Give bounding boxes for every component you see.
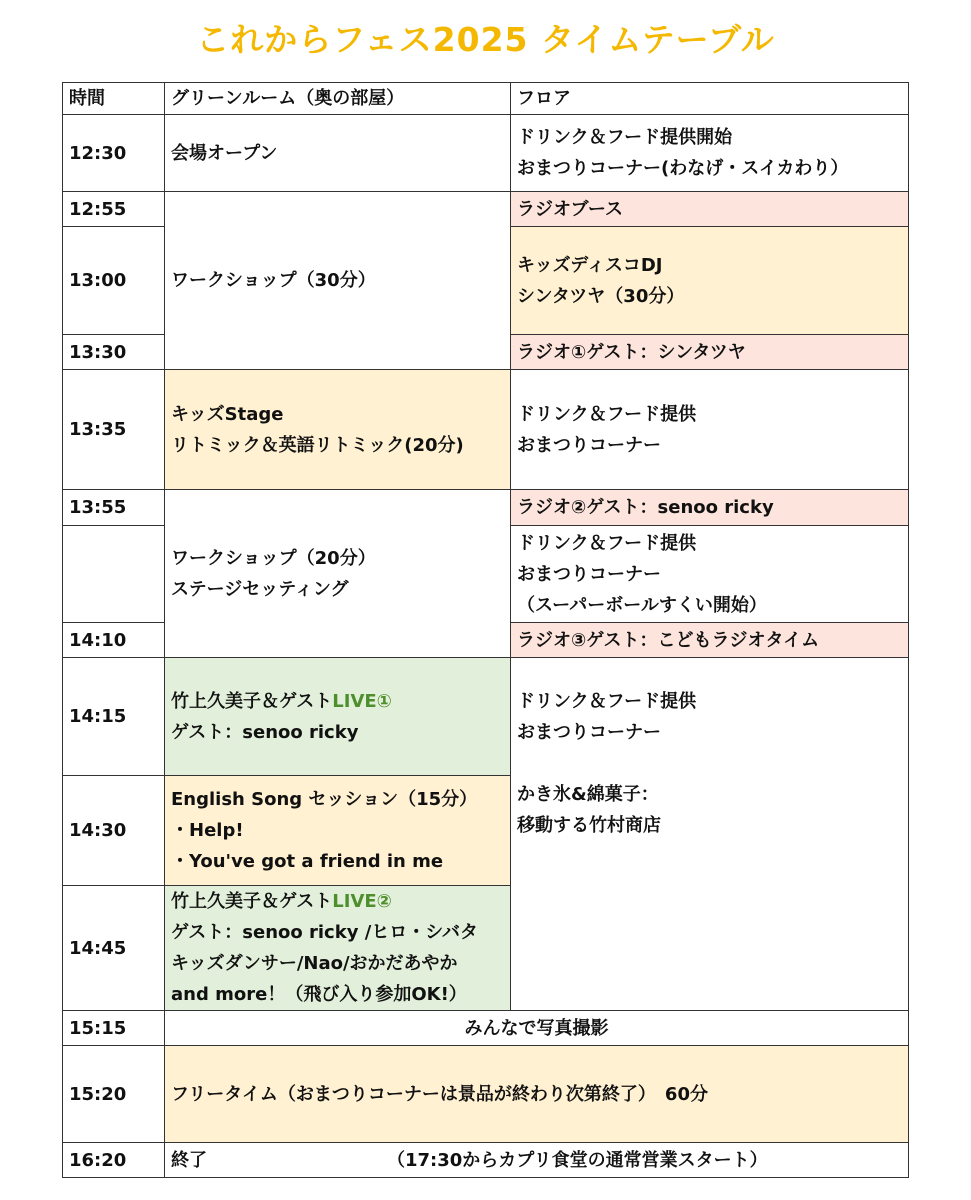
table-row <box>63 370 909 490</box>
time-cell: 14:30 <box>63 776 165 886</box>
photo-cell: みんなで写真撮影 <box>165 1011 909 1046</box>
floor-line: かき氷&綿菓子： <box>517 784 659 805</box>
time-cell: 14:15 <box>63 658 165 776</box>
green-room-cell: ワークショップ（30分） <box>165 192 511 370</box>
floor-cell <box>511 115 909 192</box>
time-cell: 15:20 <box>63 1046 165 1143</box>
time-cell: 13:35 <box>63 370 165 490</box>
green-room-line: and more！（飛び入り参加OK!） <box>171 984 467 1005</box>
floor-line: ドリンク＆フード提供 <box>517 532 697 554</box>
green-room-line: リトミック＆英語リトミック(20分) <box>171 434 464 456</box>
green-room-line: ワークショップ（20分） <box>171 547 376 569</box>
time-cell: 12:55 <box>63 192 165 227</box>
time-cell: 15:15 <box>63 1011 165 1046</box>
green-room-cell <box>165 886 511 1011</box>
header-row <box>63 83 909 115</box>
green-room-line: キッズダンサー/Nao/おかだあやか <box>171 953 458 974</box>
header-time: 時間 <box>63 83 165 115</box>
green-room-line: ゲスト：senoo ricky <box>171 721 359 743</box>
floor-line: ドリンク＆フード提供 <box>517 691 697 712</box>
green-room-cell <box>165 658 511 776</box>
green-room-cell: 会場オープン <box>165 115 511 192</box>
green-room-line: English Song セッション（15分） <box>171 789 478 810</box>
floor-cell: ラジオ③ゲスト：こどもラジオタイム <box>511 623 909 658</box>
floor-line: おまつりコーナー(わなげ・スイカわり） <box>517 158 849 179</box>
green-room-line <box>171 886 504 917</box>
floor-cell: ラジオ①ゲスト：シンタツヤ <box>511 335 909 370</box>
floor-line: おまつりコーナー <box>517 722 661 743</box>
time-cell: 12:30 <box>63 115 165 192</box>
time-cell: 14:10 <box>63 623 165 658</box>
green-room-line: ・Help! <box>171 820 244 841</box>
time-cell: 13:00 <box>63 227 165 335</box>
green-room-cell <box>165 490 511 658</box>
table-row <box>63 1046 909 1143</box>
table-row <box>63 658 909 776</box>
performer-name: 竹上久美子＆ゲスト <box>171 690 333 712</box>
green-room-cell <box>165 776 511 886</box>
green-room-line <box>171 686 504 717</box>
floor-cell: ラジオ②ゲスト：senoo ricky <box>511 490 909 526</box>
time-cell <box>63 526 165 623</box>
green-room-cell <box>165 370 511 490</box>
performer-name: 竹上久美子＆ゲスト <box>171 891 333 912</box>
page-title: これからフェス2025 タイムテーブル <box>196 20 775 59</box>
floor-line: キッズディスコDJ <box>517 254 663 276</box>
table-row <box>63 1011 909 1046</box>
end-note: （17:30からカプリ食堂の通常営業スタート） <box>387 1149 768 1171</box>
time-cell: 16:20 <box>63 1143 165 1178</box>
live-tag: LIVE② <box>332 891 392 912</box>
floor-spacer <box>517 748 902 779</box>
green-room-line: キッズStage <box>171 403 284 425</box>
floor-line: おまつりコーナー <box>517 434 661 456</box>
time-cell: 13:55 <box>63 490 165 526</box>
header-green-room: グリーンルーム（奥の部屋） <box>165 83 511 115</box>
floor-line: 移動する竹村商店 <box>517 815 661 836</box>
timetable <box>62 82 909 1178</box>
table-row <box>63 1143 909 1178</box>
floor-cell <box>511 370 909 490</box>
green-room-line: ステージセッティング <box>171 578 349 600</box>
green-room-line: ゲスト：senoo ricky /ヒロ・シバタ <box>171 922 479 943</box>
floor-line: シンタツヤ（30分） <box>517 285 685 307</box>
end-cell <box>165 1143 909 1178</box>
floor-cell <box>511 658 909 1011</box>
table-row <box>63 115 909 192</box>
end-label: 終了 <box>171 1149 207 1171</box>
floor-line: おまつりコーナー <box>517 563 661 585</box>
free-time-cell: フリータイム（おまつりコーナーは景品が終わり次第終了） 60分 <box>165 1046 909 1143</box>
floor-line: （スーパーボールすくい開始） <box>517 594 767 616</box>
floor-line: ドリンク＆フード提供 <box>517 403 697 425</box>
time-cell: 13:30 <box>63 335 165 370</box>
floor-cell <box>511 227 909 335</box>
floor-cell <box>511 526 909 623</box>
live-tag: LIVE① <box>332 690 392 712</box>
green-room-line: ・You've got a friend in me <box>171 851 444 872</box>
table-row <box>63 192 909 227</box>
floor-cell: ラジオブース <box>511 192 909 227</box>
time-cell: 14:45 <box>63 886 165 1011</box>
table-row <box>63 490 909 526</box>
floor-line: ドリンク＆フード提供開始 <box>517 127 733 148</box>
header-floor: フロア <box>511 83 909 115</box>
